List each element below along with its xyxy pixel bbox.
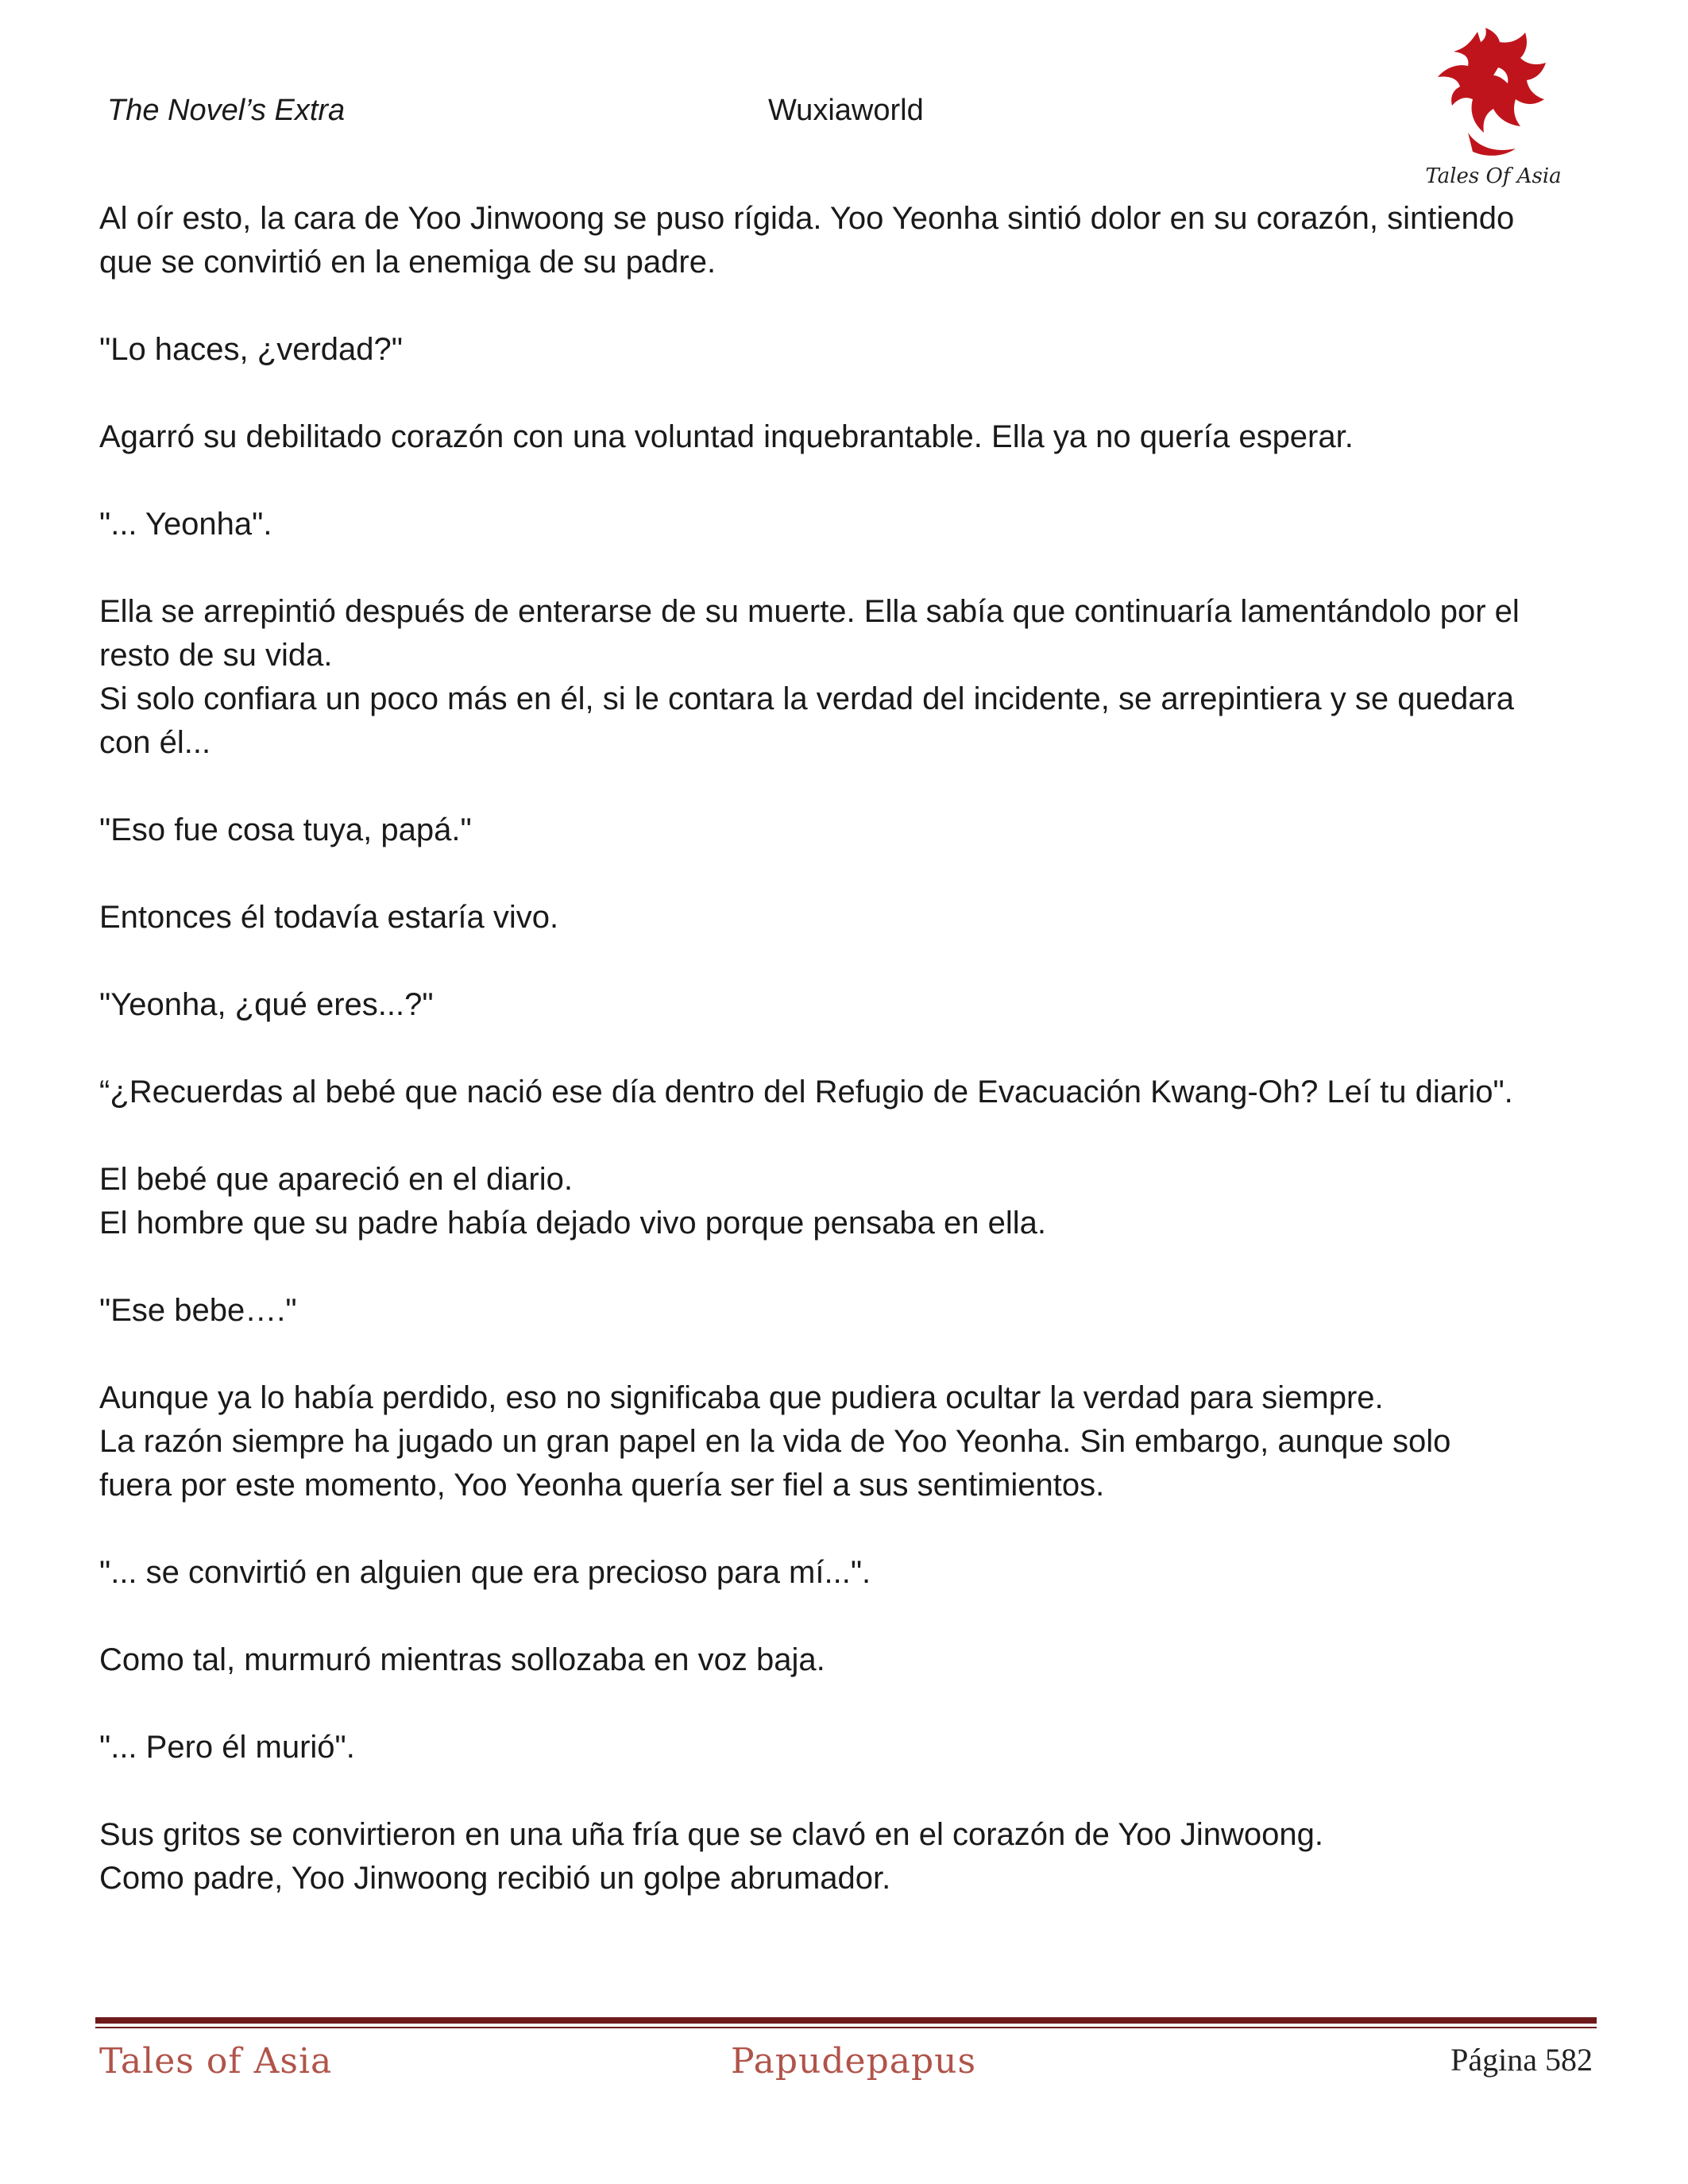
paragraph bbox=[99, 503, 1593, 546]
paragraph bbox=[99, 415, 1593, 459]
paragraph bbox=[99, 1726, 1593, 1769]
text-line: "Lo haces, ¿verdad?" bbox=[99, 332, 403, 367]
logo-lettering: Tales Of Asia bbox=[1425, 164, 1562, 188]
text-line: resto de su vida. bbox=[99, 638, 333, 673]
paragraph bbox=[99, 1376, 1593, 1507]
text-line: con él... bbox=[99, 725, 211, 760]
paragraph bbox=[99, 1551, 1593, 1595]
paragraph bbox=[99, 983, 1593, 1027]
paragraph bbox=[99, 808, 1593, 852]
text-line: Como tal, murmuró mientras sollozaba en voz baja. bbox=[99, 1642, 825, 1677]
text-line: Sus gritos se convirtieron en una uña fría que se clavó en el corazón de Yoo Jinwoong. bbox=[99, 1817, 1323, 1852]
text-line: El bebé que apareció en el diario. bbox=[99, 1162, 573, 1197]
header-site-name: Wuxiaworld bbox=[768, 94, 924, 127]
paragraph bbox=[99, 1071, 1593, 1114]
text-line: Si solo confiara un poco más en él, si le contara la verdad del incidente, se arrepintiera y se quedara bbox=[99, 681, 1515, 716]
text-line: Aunque ya lo había perdido, eso no significaba que pudiera ocultar la verdad para siempre. bbox=[99, 1380, 1384, 1415]
text-line: Ella se arrepintió después de enterarse de su muerte. Ella sabía que continuaría lamentándolo por el bbox=[99, 594, 1520, 629]
text-line: "... se convirtió en alguien que era precioso para mí...". bbox=[99, 1555, 871, 1590]
text-line: "Eso fue cosa tuya, papá." bbox=[99, 812, 472, 847]
paragraph bbox=[99, 1813, 1593, 1900]
text-line: que se convirtió en la enemiga de su padre. bbox=[99, 245, 717, 280]
text-line: “¿Recuerdas al bebé que nació ese día dentro del Refugio de Evacuación Kwang-Oh? Leí tu diario". bbox=[99, 1075, 1513, 1109]
text-line: "... Yeonha". bbox=[99, 507, 272, 542]
text-line: "Yeonha, ¿qué eres...?" bbox=[99, 987, 434, 1022]
text-line: "... Pero él murió". bbox=[99, 1730, 355, 1765]
header-book-title: The Novel’s Extra bbox=[107, 94, 346, 127]
text-line: Como padre, Yoo Jinwoong recibió un golpe abrumador. bbox=[99, 1861, 891, 1896]
tales-of-asia-logo bbox=[1422, 20, 1565, 191]
text-line: La razón siempre ha jugado un gran papel en la vida de Yoo Yeonha. Sin embargo, aunque solo bbox=[99, 1424, 1451, 1459]
text-line: El hombre que su padre había dejado vivo porque pensaba en ella. bbox=[99, 1206, 1046, 1241]
footer-translator: Papudepapus bbox=[731, 2041, 977, 2082]
footer-page-number: Página 582 bbox=[1450, 2042, 1593, 2078]
red-dragon-icon bbox=[1422, 20, 1565, 191]
paragraph bbox=[99, 896, 1593, 940]
chapter-body bbox=[99, 197, 1593, 1944]
footer-publisher: Tales of Asia bbox=[99, 2041, 333, 2082]
paragraph bbox=[99, 1289, 1593, 1333]
paragraph bbox=[99, 197, 1593, 284]
paragraph bbox=[99, 1158, 1593, 1245]
text-line: Al oír esto, la cara de Yoo Jinwoong se puso rígida. Yoo Yeonha sintió dolor en su corazón, sintiendo bbox=[99, 201, 1515, 236]
text-line: "Ese bebe…." bbox=[99, 1293, 297, 1328]
footer-rule bbox=[95, 2017, 1597, 2028]
paragraph bbox=[99, 328, 1593, 372]
paragraph bbox=[99, 1638, 1593, 1682]
text-line: Entonces él todavía estaría vivo. bbox=[99, 900, 559, 935]
text-line: Agarró su debilitado corazón con una voluntad inquebrantable. Ella ya no quería esperar. bbox=[99, 419, 1354, 454]
paragraph bbox=[99, 590, 1593, 765]
text-line: fuera por este momento, Yoo Yeonha quería ser fiel a sus sentimientos. bbox=[99, 1468, 1105, 1503]
